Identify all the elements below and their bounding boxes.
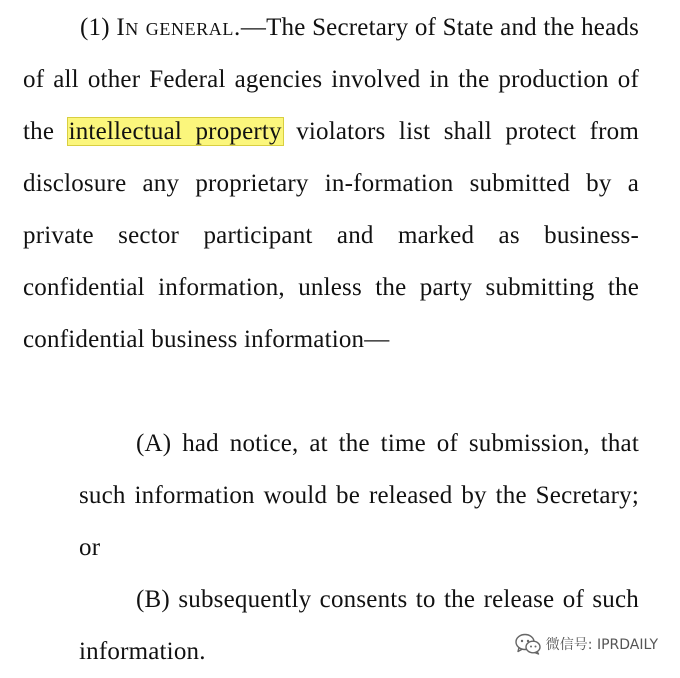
subparagraph-b (79, 574, 639, 678)
paragraph-text-start: The Secretary of State and the heads of all other Federal agencies involved in the production of the (23, 14, 640, 145)
wechat-icon (515, 633, 541, 655)
paragraph-heading: In general. (116, 14, 241, 41)
wechat-watermark (515, 632, 658, 656)
subparagraph-b-label: (B) (136, 586, 170, 613)
subparagraph-a-text: had notice, at the time of submission, that such information would be released by the Secretary; or (79, 430, 639, 561)
heading-dash: — (240, 14, 267, 41)
subparagraph-b-text: subsequently consents to the release of such information. (79, 586, 639, 665)
paragraph-number: (1) (80, 14, 110, 41)
paragraph-text-end: violators list shall protect from disclosure any proprietary in-formation submitted by a private sector participant and marked as business-confidential information, unless the party submitting the confidential business information— (23, 118, 640, 353)
paragraph-in-general (23, 2, 639, 366)
watermark-text: 微信号: IPRDAILY (545, 637, 658, 653)
highlighted-phrase: intellectual property (68, 118, 282, 145)
subparagraph-a (79, 418, 639, 574)
subparagraph-a-label: (A) (136, 430, 172, 457)
